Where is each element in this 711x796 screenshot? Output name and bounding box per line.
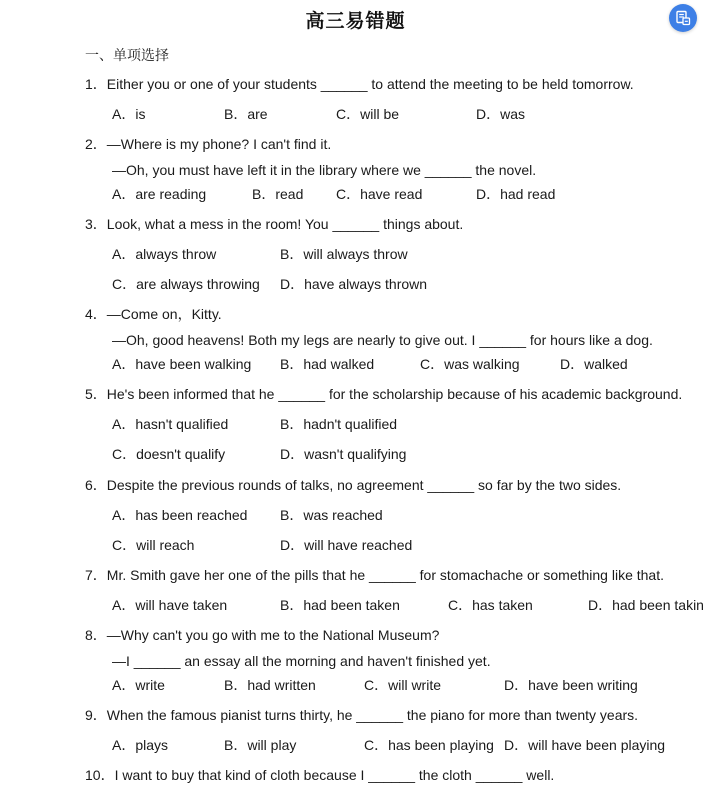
option-b: B．had written (224, 677, 316, 693)
option-c: C．will reach (112, 537, 195, 553)
option-d: D．will have been playing (504, 737, 666, 753)
option-b: B．hadn't qualified (280, 416, 398, 432)
question-stem-line: —Oh, you must have left it in the library where we ______ the novel. (112, 162, 537, 178)
question-stem-line: —I ______ an essay all the morning and haven't finished yet. (112, 653, 491, 669)
option-b: B．are (224, 106, 268, 122)
convert-doc-button[interactable] (669, 4, 697, 32)
option-c: C．was walking (420, 356, 520, 372)
question-stem: 1．Either you or one of your students ______ to attend the meeting to be held tomorrow. (85, 76, 634, 92)
question-stem: 9．When the famous pianist turns thirty, he ______ the piano for more than twenty years. (85, 707, 639, 723)
question-stem: 8．—Why can't you go with me to the National Museum? (85, 627, 440, 643)
option-d: D．have always thrown (280, 276, 428, 292)
convert-doc-icon (675, 10, 691, 26)
question-stem: 5．He's been informed that he ______ for the scholarship because of his academic background. (85, 386, 683, 402)
option-c: C．will be (336, 106, 400, 122)
option-a: A．always throw (112, 246, 217, 262)
option-a: A．is (112, 106, 146, 122)
option-c: C．will write (364, 677, 441, 693)
option-a: A．write (112, 677, 165, 693)
option-a: A．has been reached (112, 507, 248, 523)
question-stem: 10．I want to buy that kind of cloth because I ______ the cloth ______ well. (85, 767, 555, 783)
option-a: A．will have taken (112, 597, 228, 613)
option-d: D．had read (476, 186, 556, 202)
option-d: D．was (476, 106, 526, 122)
option-b: B．read (252, 186, 304, 202)
question-stem: 7．Mr. Smith gave her one of the pills that he ______ for stomachache or something like that. (85, 567, 664, 583)
question-stem: 3．Look, what a mess in the room! You ______ things about. (85, 216, 464, 232)
question-stem: 4．—Come on，Kitty. (85, 306, 222, 322)
option-c: C．has been playing (364, 737, 494, 753)
question-stem: 2．—Where is my phone? I can't find it. (85, 136, 332, 152)
option-c: C．has taken (448, 597, 533, 613)
option-c: C．are always throwing (112, 276, 260, 292)
option-b: B．will always throw (280, 246, 408, 262)
document-title: 高三易错题 (305, 10, 406, 32)
option-a: A．hasn't qualified (112, 416, 229, 432)
question-stem: 6．Despite the previous rounds of talks, no agreement ______ so far by the two sides. (85, 477, 622, 493)
option-c: C．have read (336, 186, 423, 202)
question-stem-line: —Oh, good heavens! Both my legs are nearly to give out. I ______ for hours like a dog. (112, 332, 653, 348)
option-a: A．plays (112, 737, 169, 753)
option-d: D．have been writing (504, 677, 638, 693)
option-d: D．had been takin (588, 597, 704, 613)
option-b: B．had been taken (280, 597, 400, 613)
option-d: D．walked (560, 356, 628, 372)
option-a: A．have been walking (112, 356, 252, 372)
option-b: B．was reached (280, 507, 383, 523)
option-d: D．wasn't qualifying (280, 446, 407, 462)
option-b: B．will play (224, 737, 297, 753)
option-b: B．had walked (280, 356, 375, 372)
option-c: C．doesn't qualify (112, 446, 226, 462)
section-heading: 一、单项选择 (85, 48, 169, 64)
option-a: A．are reading (112, 186, 207, 202)
option-d: D．will have reached (280, 537, 413, 553)
